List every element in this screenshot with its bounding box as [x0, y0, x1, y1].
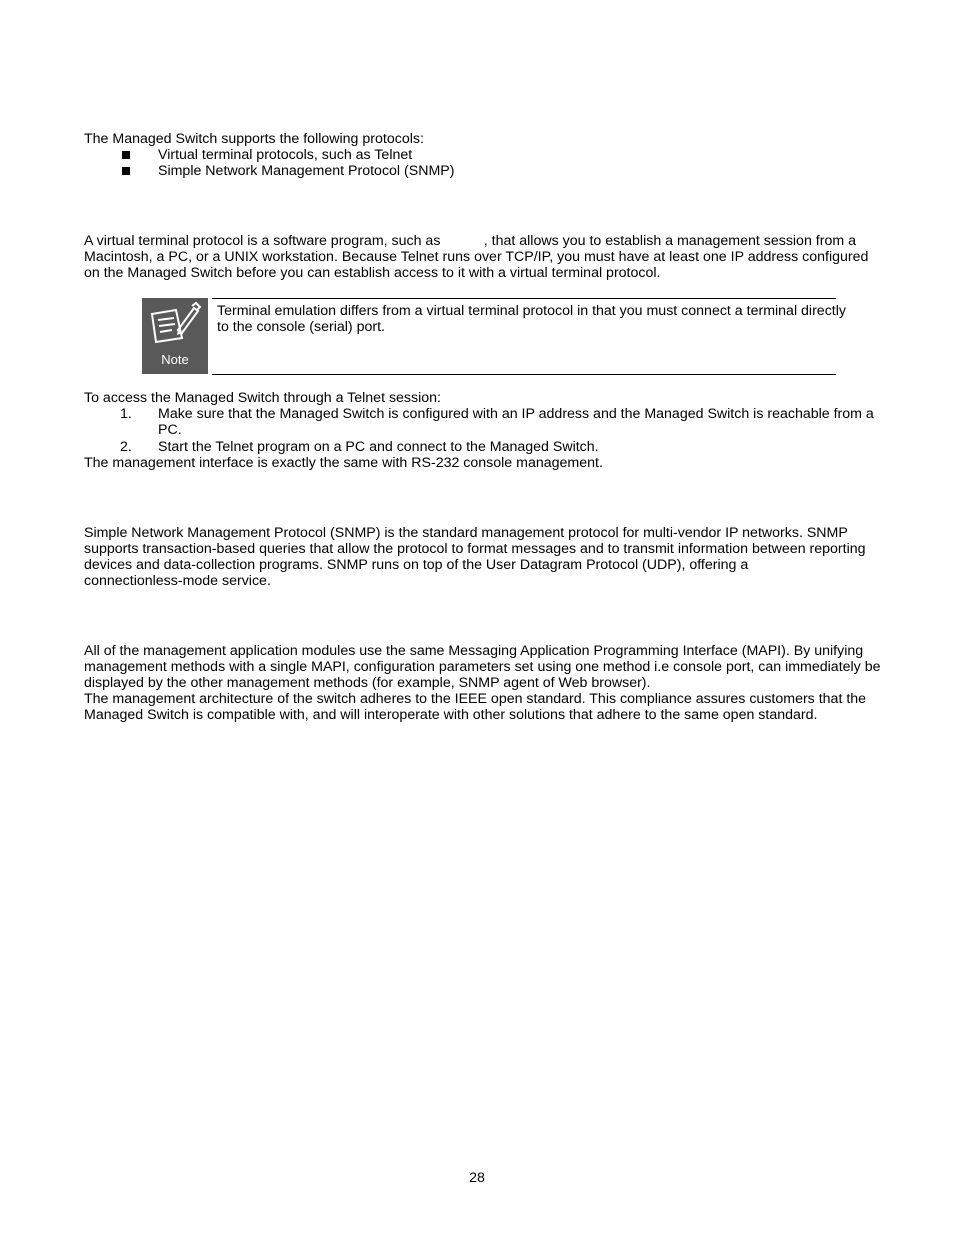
paragraph-line: devices and data-collection programs. SNMP runs on top of the User Datagram Protocol (UDP), offering a — [84, 557, 749, 573]
bullet-item: Virtual terminal protocols, such as Telnet — [158, 147, 413, 163]
step-text-line: Start the Telnet program on a PC and connect to the Managed Switch. — [158, 439, 599, 455]
paragraph-line: management methods with a single MAPI, configuration parameters set using one method i.e console port, can immediately be — [84, 659, 881, 675]
note-pencil-icon — [142, 300, 208, 352]
telnet-intro: To access the Managed Switch through a Telnet session: — [84, 390, 441, 406]
paragraph-line: All of the management application modules use the same Messaging Application Programming Interface (MAPI). By unifying — [84, 643, 864, 659]
paragraph-line: Macintosh, a PC, or a UNIX workstation. Because Telnet runs over TCP/IP, you must have at least one IP address configured — [84, 249, 869, 265]
snmp-paragraph — [84, 525, 874, 589]
bullet-item: Simple Network Management Protocol (SNMP) — [158, 163, 455, 179]
step-text-line: PC. — [158, 422, 182, 438]
step-number: 1. — [120, 406, 132, 422]
note-text-line: Terminal emulation differs from a virtual terminal protocol in that you must connect a terminal directly — [217, 303, 846, 319]
virtual-terminal-paragraph — [84, 233, 874, 281]
note-text-line: to the console (serial) port. — [217, 319, 385, 335]
paragraph-line: A virtual terminal protocol is a software program, such as , that allows you to establish a management session from a — [84, 233, 856, 249]
note-label: Note — [161, 352, 189, 367]
note-icon — [142, 298, 208, 374]
mapi-paragraph — [84, 643, 881, 723]
page-number: 28 — [469, 1170, 485, 1186]
paragraph-line: Simple Network Management Protocol (SNMP) is the standard management protocol for multi-vendor IP networks. SNMP — [84, 525, 848, 541]
note-top-rule — [212, 298, 836, 299]
step-number: 2. — [120, 439, 132, 455]
step-text-line: Make sure that the Managed Switch is configured with an IP address and the Managed Switch is reachable from a — [158, 406, 874, 422]
paragraph-line: connectionless-mode service. — [84, 573, 271, 589]
bullet-icon — [122, 151, 130, 159]
paragraph-line: displayed by the other management methods (for example, SNMP agent of Web browser). — [84, 675, 651, 691]
note-bottom-rule — [212, 374, 836, 375]
paragraph-line: Managed Switch is compatible with, and will interoperate with other solutions that adhere to the same open standard. — [84, 707, 818, 723]
intro-text: The Managed Switch supports the following protocols: — [84, 131, 424, 147]
paragraph-line: The management architecture of the switch adheres to the IEEE open standard. This compliance assures customers that the — [84, 691, 867, 707]
paragraph-line: on the Managed Switch before you can establish access to it with a virtual terminal protocol. — [84, 265, 661, 281]
bullet-icon — [122, 167, 130, 175]
telnet-outro: The management interface is exactly the same with RS-232 console management. — [84, 455, 603, 471]
paragraph-line: supports transaction-based queries that allow the protocol to format messages and to transmit information between reporting — [84, 541, 866, 557]
